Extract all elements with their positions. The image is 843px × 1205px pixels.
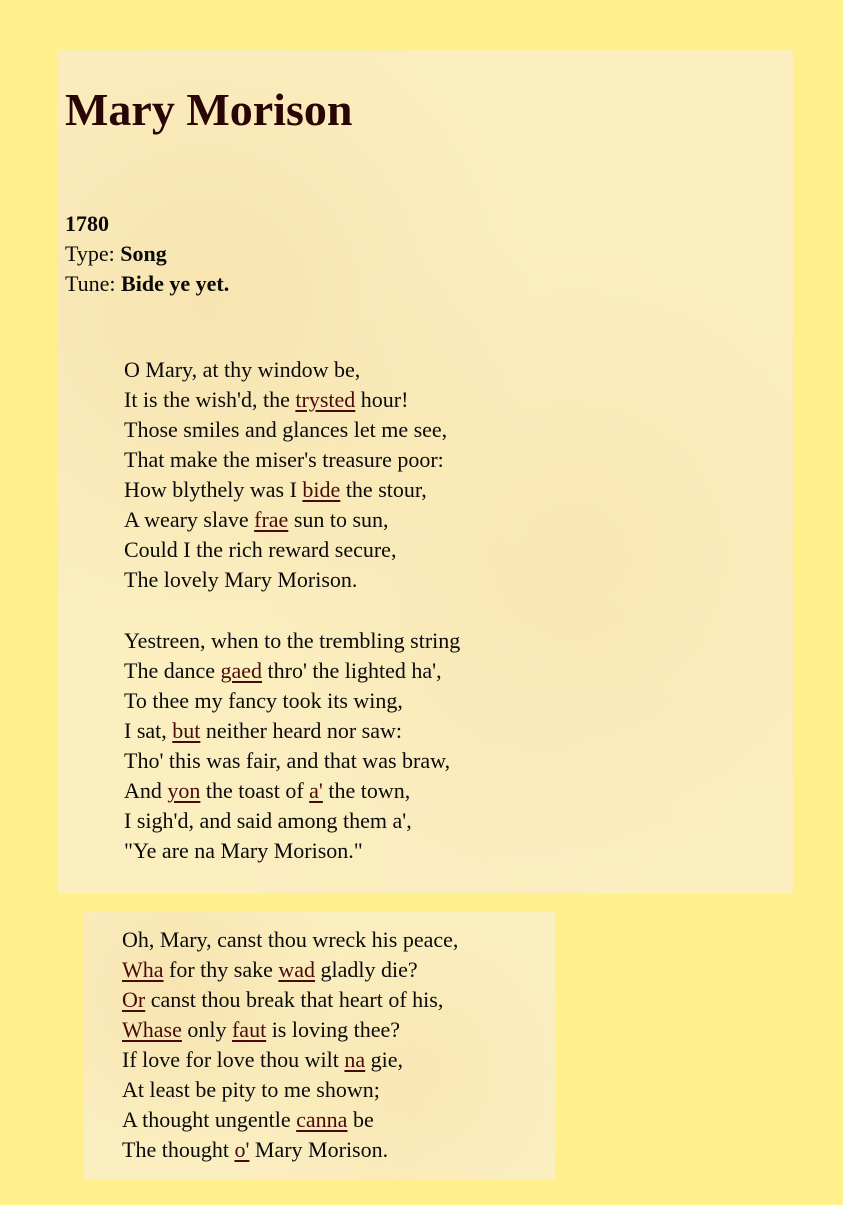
poem-text: How blythely was I [124,477,303,502]
poem-tune: Tune: Bide ye yet. [65,271,230,296]
poem-line [122,925,458,955]
poem-text: gie, [365,1047,404,1072]
glossary-link[interactable]: a' [309,778,323,803]
poem-metadata [65,209,229,299]
poem-line [124,806,460,836]
glossary-link[interactable]: gaed [220,658,263,683]
poem-text: for thy sake [163,957,279,982]
poem-text: At least be pity to me shown; [122,1077,380,1102]
glossary-link[interactable]: bide [302,477,341,502]
poem-line [124,626,460,656]
poem-line [124,415,447,445]
glossary-link[interactable]: faut [231,1017,267,1042]
poem-line [122,1135,458,1165]
poem-line [124,535,447,565]
poem-line [124,776,460,806]
poem-text: And [124,778,168,803]
glossary-link[interactable]: Whase [122,1017,182,1042]
glossary-link[interactable]: na [344,1047,366,1072]
poem-line [124,686,460,716]
poem-text: A thought ungentle [122,1107,297,1132]
poem-line [124,355,447,385]
poem-line [122,1045,458,1075]
glossary-link[interactable]: but [172,718,201,743]
poem-line [122,985,458,1015]
poem-line [122,1015,458,1045]
poem-line [124,385,447,415]
poem-text: That make the miser's treasure poor: [124,447,444,472]
poem-text: Oh, Mary, canst thou wreck his peace, [122,927,459,952]
poem-text: O Mary, at thy window be, [124,357,361,382]
poem-line [124,475,447,505]
stanza-3 [122,925,458,1165]
poem-text: I sigh'd, and said among them a', [124,808,412,833]
poem-text: The dance [124,658,221,683]
glossary-link[interactable]: o' [234,1137,250,1162]
poem-text: I sat, [124,718,173,743]
poem-text: canst thou break that heart of his, [145,987,444,1012]
glossary-link[interactable]: wad [278,957,316,982]
glossary-link[interactable]: frae [254,507,289,532]
poem-text: Yestreen, when to the trembling string [124,628,461,653]
poem-text: the toast of [200,778,310,803]
poem-text: To thee my fancy took its wing, [124,688,403,713]
glossary-link[interactable]: canna [296,1107,348,1132]
poem-text: be [347,1107,374,1132]
poem-line [122,1075,458,1105]
poem-text: Those smiles and glances let me see, [124,417,448,442]
stanza-2 [124,626,460,866]
poem-text: the stour, [340,477,427,502]
poem-text: Could I the rich reward secure, [124,537,397,562]
glossary-link[interactable]: trysted [295,387,356,412]
poem-text: only [181,1017,232,1042]
poem-text: the town, [322,778,411,803]
poem-line [124,505,447,535]
poem-line [122,955,458,985]
page-title: Mary Morison [65,84,353,135]
poem-line [124,716,460,746]
poem-line [124,445,447,475]
poem-line [124,656,460,686]
poem-text: is loving thee? [266,1017,400,1042]
poem-text: The thought [122,1137,235,1162]
poem-line [124,746,460,776]
poem-line [124,836,460,866]
stanza-1 [124,355,447,595]
glossary-link[interactable]: yon [167,778,201,803]
poem-text: hour! [355,387,409,412]
glossary-link[interactable]: Or [122,987,146,1012]
poem-line [124,565,447,595]
poem-text: Mary Morison. [249,1137,389,1162]
poem-text: gladly die? [315,957,418,982]
poem-text: The lovely Mary Morison. [124,567,358,592]
poem-text: Tho' this was fair, and that was braw, [124,748,451,773]
poem-text: It is the wish'd, the [124,387,296,412]
poem-type: Type: Song [65,241,167,266]
poem-line [122,1105,458,1135]
poem-text: "Ye are na Mary Morison." [124,838,363,863]
poem-text: sun to sun, [288,507,389,532]
poem-text: If love for love thou wilt [122,1047,345,1072]
poem-text: A weary slave [124,507,255,532]
poem-year: 1780 [65,211,109,236]
glossary-link[interactable]: Wha [122,957,164,982]
poem-text: neither heard nor saw: [200,718,402,743]
poem-text: thro' the lighted ha', [262,658,442,683]
